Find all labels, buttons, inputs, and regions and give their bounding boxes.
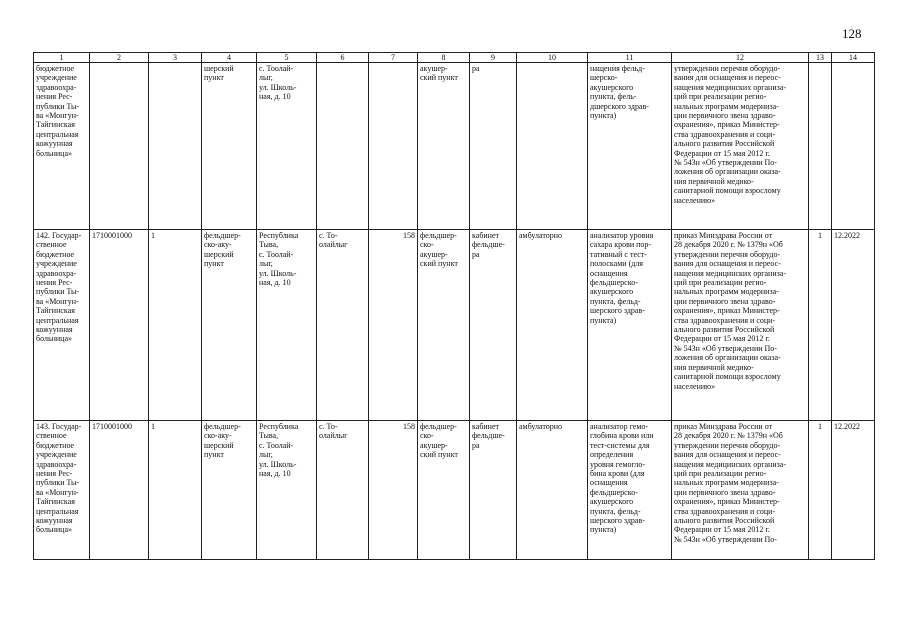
room-cell: кабинет фельдше- ра	[470, 230, 517, 421]
column-number: 2	[90, 53, 149, 63]
date-cell: 12.2022	[832, 230, 875, 421]
address-cell: Республика Тыва, с. Тоолай- лыг, ул. Школь- ная, д. 10	[257, 421, 317, 560]
quantity-cell: 1	[809, 230, 832, 421]
legal-basis-cell: утверждении перечня оборудо- вания для оснащения и переос- нащения медицинских организа- ций при реализации регио- нальных программ модерниза- ции первичного звена здраво- охранения», приказ Министер- ства здравоохранения и соци- ального развития Российской Федерации от 15 мая 2012 г. № 543н «Об утверждении По- ложения об организации оказа- ния первичной медико- санитарной помощи взрослому населению»	[672, 63, 809, 230]
column-number: 12	[672, 53, 809, 63]
care-form-cell: амбулаторно	[517, 421, 588, 560]
oktmo-cell	[90, 63, 149, 230]
count-cell	[149, 63, 202, 230]
date-cell	[832, 63, 875, 230]
column-number: 6	[317, 53, 369, 63]
settlement-cell: с. То- олайлыг	[317, 230, 369, 421]
organization-cell: бюджетное учреждение здравоохра- нения Рес- публики Ты- ва «Монгун- Тайгинская центральная кожуунная больница»	[34, 63, 90, 230]
division-cell: акушер- ский пункт	[418, 63, 470, 230]
column-number: 14	[832, 53, 875, 63]
oktmo-cell: 1710001000	[90, 230, 149, 421]
column-number: 9	[470, 53, 517, 63]
legal-basis-cell: приказ Минздрава России от 28 декабря 2020 г. № 1379н «Об утверждении перечня оборудо- вания для оснащения и переос- нащения медицинских организа- ций при реализации регио- нальных программ модерниза- ции первичного звена здраво- охранения», приказ Министер- ства здравоохранения и соци- ального развития Российской Федерации от 15 мая 2012 г. № 543н «Об утверждении По- ложения об организации оказа- ния первичной медико- санитарной помощи взрослому населению»	[672, 230, 809, 421]
care-form-cell	[517, 63, 588, 230]
table-row	[34, 230, 875, 421]
care-form-cell: амбулаторно	[517, 230, 588, 421]
column-number: 13	[809, 53, 832, 63]
room-cell: кабинет фельдше- ра	[470, 421, 517, 560]
column-number: 3	[149, 53, 202, 63]
division-cell: фельдшер- ско- акушер- ский пункт	[418, 230, 470, 421]
room-cell: ра	[470, 63, 517, 230]
column-number: 8	[418, 53, 470, 63]
address-cell: Республика Тыва, с. Тоолай- лыг, ул. Школь- ная, д. 10	[257, 230, 317, 421]
count-cell: 1	[149, 230, 202, 421]
table-row	[34, 421, 875, 560]
population-cell: 158	[369, 230, 418, 421]
organization-cell: 143. Государ- ственное бюджетное учреждение здравоохра- нения Рес- публики Ты- ва «Монгун- Тайгинская центральная кожуунная больница»	[34, 421, 90, 560]
equipment-cell: анализатор уровня сахара крови пор- тативный с тест- полосками (для оснащения фельдшерско- акушерского пункта, фельд- шерского здрав- пункта)	[588, 230, 672, 421]
column-number: 11	[588, 53, 672, 63]
address-cell: с. Тоолай- лыг, ул. Школь- ная, д. 10	[257, 63, 317, 230]
column-number: 4	[202, 53, 257, 63]
unit-type-cell: шерский пункт	[202, 63, 257, 230]
date-cell: 12.2022	[832, 421, 875, 560]
table-row	[34, 63, 875, 230]
unit-type-cell: фельдшер- ско-аку- шерский пункт	[202, 230, 257, 421]
population-cell	[369, 63, 418, 230]
settlement-cell: с. То- олайлыг	[317, 421, 369, 560]
register-table	[33, 52, 875, 560]
population-cell: 158	[369, 421, 418, 560]
legal-basis-cell: приказ Минздрава России от 28 декабря 2020 г. № 1379н «Об утверждении перечня оборудо- вания для оснащения и переос- нащения медицинских организа- ций при реализации регио- нальных программ модерниза- ции первичного звена здраво- охранения», приказ Министер- ства здравоохранения и соци- ального развития Российской Федерации от 15 мая 2012 г. № 543н «Об утверждении По-	[672, 421, 809, 560]
column-number: 5	[257, 53, 317, 63]
unit-type-cell: фельдшер- ско-аку- шерский пункт	[202, 421, 257, 560]
division-cell: фельдшер- ско- акушер- ский пункт	[418, 421, 470, 560]
column-number-row	[34, 53, 875, 63]
equipment-cell: нащения фельд- шерско- акушерского пункта, фель- дшерского здрав- пункта)	[588, 63, 672, 230]
settlement-cell	[317, 63, 369, 230]
oktmo-cell: 1710001000	[90, 421, 149, 560]
quantity-cell: 1	[809, 421, 832, 560]
column-number: 7	[369, 53, 418, 63]
column-number: 10	[517, 53, 588, 63]
column-number: 1	[34, 53, 90, 63]
equipment-cell: анализатор гемо- глобина крови или тест-системы для определения уровня гемогло- бина крови (для оснащения фельдшерско- акушерского пункта, фельд- шерского здрав- пункта)	[588, 421, 672, 560]
page-number: 128	[842, 26, 862, 41]
quantity-cell	[809, 63, 832, 230]
organization-cell: 142. Государ- ственное бюджетное учреждение здравоохра- нения Рес- публики Ты- ва «Монгун- Тайгинская центральная кожуунная больница»	[34, 230, 90, 421]
count-cell: 1	[149, 421, 202, 560]
